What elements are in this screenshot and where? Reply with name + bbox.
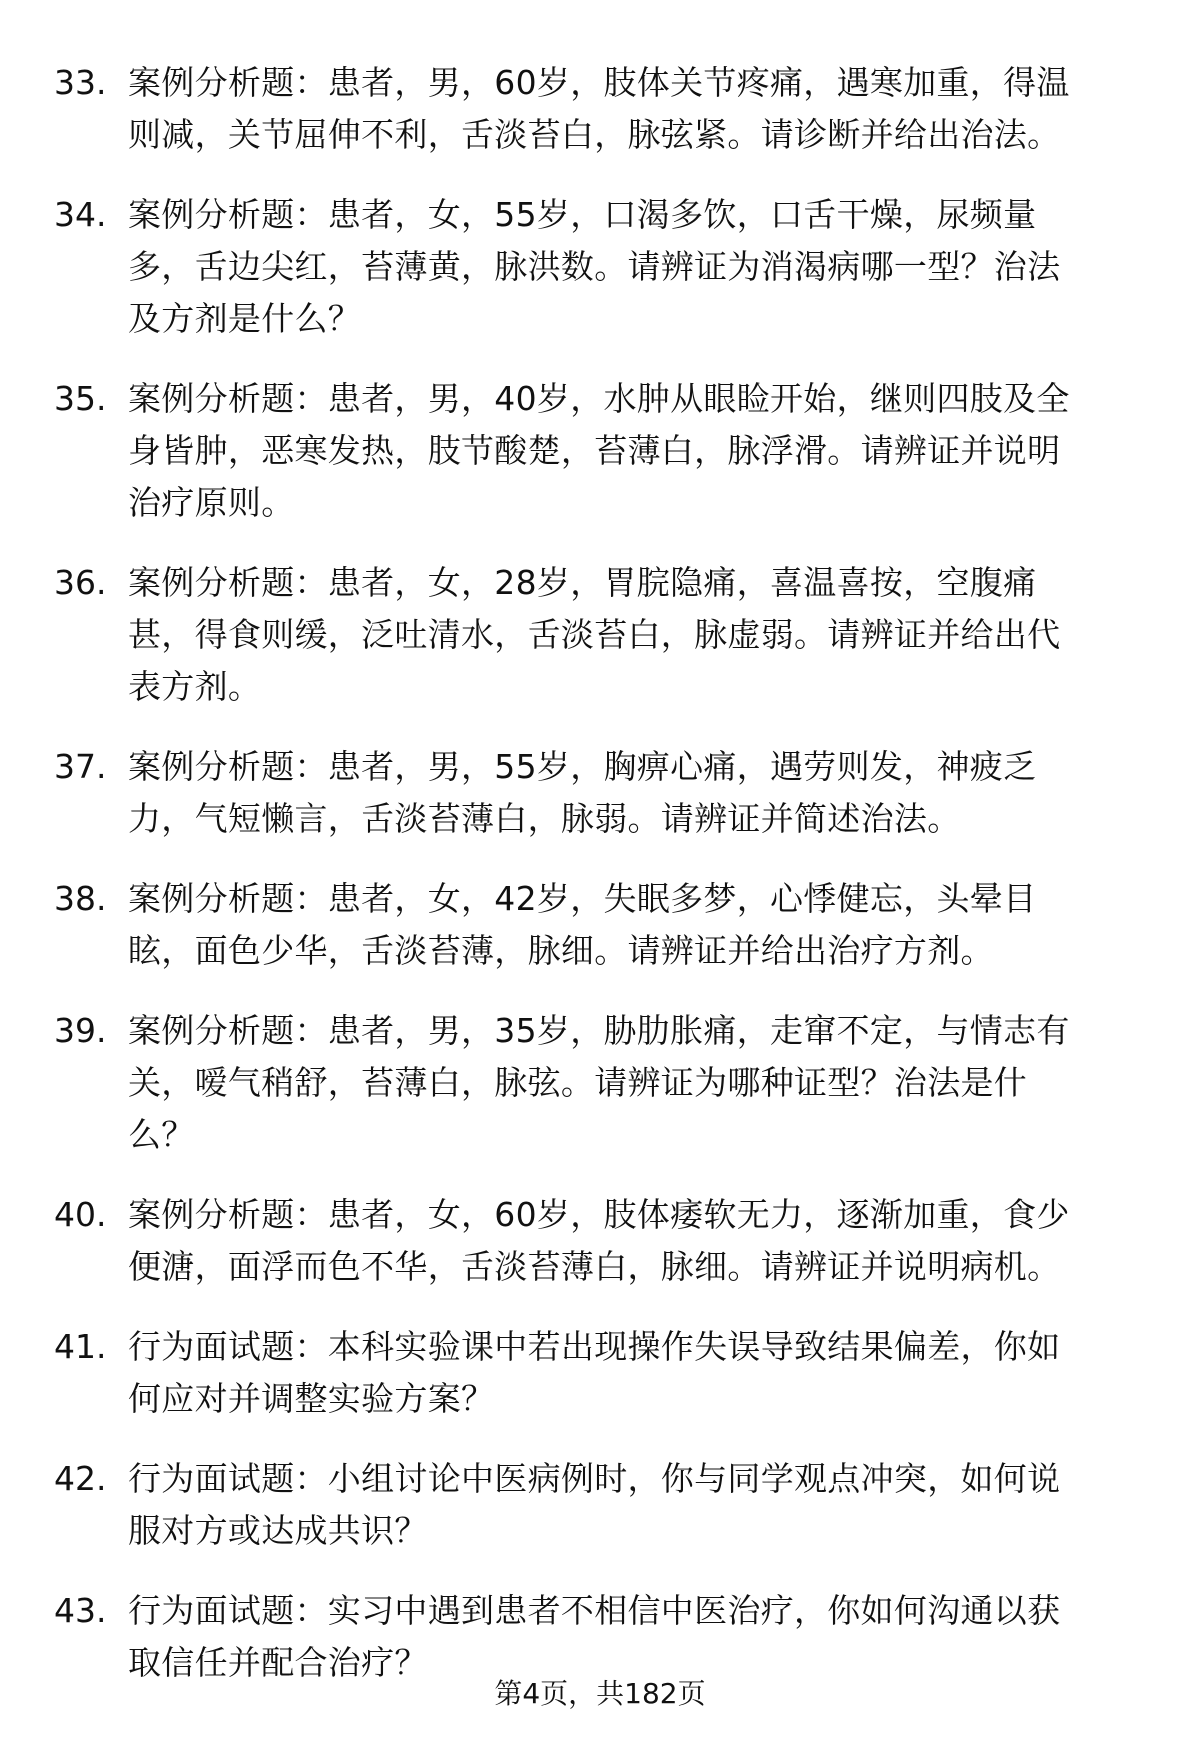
question-text-line: 案例分析题：患者，女，42岁，失眠多梦，心悸健忘，头晕目 (128, 879, 1037, 918)
question-text-line: 案例分析题：患者，女，28岁，胃脘隐痛，喜温喜按，空腹痛 (128, 563, 1037, 602)
question-number: 43. (54, 1591, 107, 1630)
question-list (0, 57, 1200, 1717)
question-text (128, 189, 1158, 345)
question-item (0, 373, 1200, 529)
question-item (0, 741, 1200, 845)
question-text (128, 1453, 1158, 1557)
question-number: 40. (54, 1195, 107, 1234)
question-number: 34. (54, 195, 107, 234)
question-text-line: 身皆肿，恶寒发热，肢节酸楚，苔薄白，脉浮滑。请辨证并说明 (128, 431, 1061, 470)
question-text-line: 行为面试题：小组讨论中医病例时，你与同学观点冲突，如何说 (128, 1459, 1061, 1498)
question-text-line: 案例分析题：患者，男，60岁，肢体关节疼痛，遇寒加重，得温 (128, 63, 1070, 102)
question-text-line: 行为面试题：实习中遇到患者不相信中医治疗，你如何沟通以获 (128, 1591, 1061, 1630)
question-text (128, 373, 1158, 529)
question-text-line: 取信任并配合治疗？ (128, 1643, 428, 1682)
question-text-line: 案例分析题：患者，男，40岁，水肿从眼睑开始，继则四肢及全 (128, 379, 1070, 418)
question-text-line: 治疗原则。 (128, 483, 295, 522)
question-item (0, 1453, 1200, 1557)
question-item (0, 557, 1200, 713)
question-text (128, 57, 1158, 161)
question-text-line: 则减，关节屈伸不利，舌淡苔白，脉弦紧。请诊断并给出治法。 (128, 115, 1061, 154)
question-text-line: 案例分析题：患者，女，55岁，口渴多饮，口舌干燥，尿频量 (128, 195, 1037, 234)
question-text-line: 何应对并调整实验方案？ (128, 1379, 495, 1418)
question-text-line: 案例分析题：患者，女，60岁，肢体痿软无力，逐渐加重，食少 (128, 1195, 1070, 1234)
question-item (0, 1321, 1200, 1425)
question-item (0, 57, 1200, 161)
question-number: 33. (54, 63, 107, 102)
question-number: 38. (54, 879, 107, 918)
question-text (128, 741, 1158, 845)
question-item (0, 873, 1200, 977)
question-number: 35. (54, 379, 107, 418)
question-text (128, 1321, 1158, 1425)
question-text-line: 服对方或达成共识？ (128, 1511, 428, 1550)
question-number: 36. (54, 563, 107, 602)
question-item (0, 1005, 1200, 1161)
question-item (0, 189, 1200, 345)
question-text-line: 案例分析题：患者，男，55岁，胸痹心痛，遇劳则发，神疲乏 (128, 747, 1037, 786)
question-text-line: 多，舌边尖红，苔薄黄，脉洪数。请辨证为消渴病哪一型？治法 (128, 247, 1061, 286)
question-text-line: 甚，得食则缓，泛吐清水，舌淡苔白，脉虚弱。请辨证并给出代 (128, 615, 1061, 654)
question-text-line: 表方剂。 (128, 667, 262, 706)
question-number: 42. (54, 1459, 107, 1498)
question-number: 41. (54, 1327, 107, 1366)
question-text-line: 力，气短懒言，舌淡苔薄白，脉弱。请辨证并简述治法。 (128, 799, 961, 838)
question-text-line: 便溏，面浮而色不华，舌淡苔薄白，脉细。请辨证并说明病机。 (128, 1247, 1061, 1286)
question-text-line: 眩，面色少华，舌淡苔薄，脉细。请辨证并给出治疗方剂。 (128, 931, 994, 970)
question-number: 37. (54, 747, 107, 786)
page-number: 第4页，共182页 (494, 1677, 706, 1710)
question-text-line: 案例分析题：患者，男，35岁，胁肋胀痛，走窜不定，与情志有 (128, 1011, 1070, 1050)
question-text-line: 么？ (128, 1115, 195, 1154)
question-text-line: 行为面试题：本科实验课中若出现操作失误导致结果偏差，你如 (128, 1327, 1061, 1366)
question-item (0, 1189, 1200, 1293)
question-text (128, 873, 1158, 977)
question-text (128, 1005, 1158, 1161)
question-number: 39. (54, 1011, 107, 1050)
question-text (128, 1189, 1158, 1293)
question-text-line: 关，嗳气稍舒，苔薄白，脉弦。请辨证为哪种证型？治法是什 (128, 1063, 1028, 1102)
question-text-line: 及方剂是什么？ (128, 299, 362, 338)
question-text (128, 557, 1158, 713)
